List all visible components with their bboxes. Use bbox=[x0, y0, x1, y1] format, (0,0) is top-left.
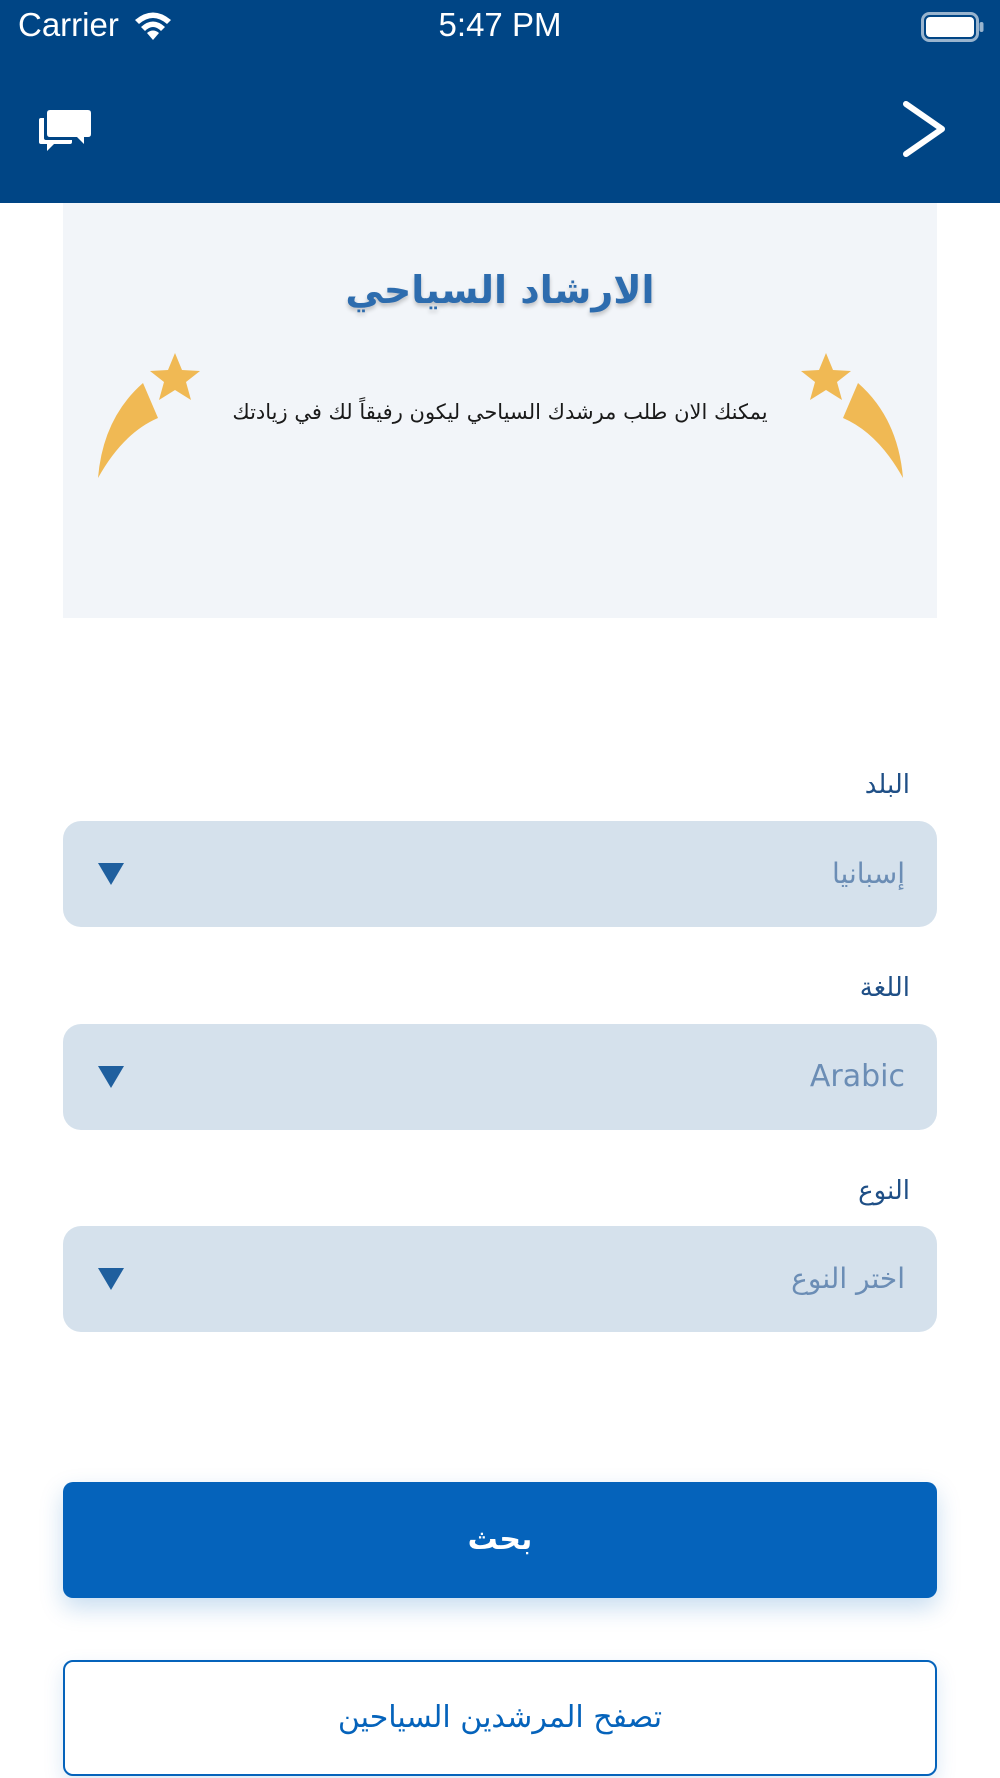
dropdown-arrow-icon bbox=[96, 1064, 126, 1090]
info-banner bbox=[63, 203, 937, 618]
banner-subtitle: يمكنك الان طلب مرشدك السياحي ليكون رفيقاً لك في زيادتك bbox=[232, 400, 768, 424]
language-label: اللغة bbox=[859, 973, 910, 1003]
banner-title: الارشاد السياحي bbox=[345, 268, 655, 312]
language-select[interactable] bbox=[63, 1024, 937, 1130]
shooting-star-left-icon bbox=[93, 343, 208, 483]
app-header bbox=[0, 0, 1000, 203]
status-time: 5:47 PM bbox=[438, 6, 562, 43]
browse-guides-button[interactable]: تصفح المرشدين السياحين bbox=[63, 1660, 937, 1776]
chat-bubbles-icon[interactable] bbox=[38, 106, 92, 152]
dropdown-arrow-icon bbox=[96, 861, 126, 887]
search-button[interactable]: بحث bbox=[63, 1482, 937, 1598]
chevron-right-icon[interactable] bbox=[900, 100, 948, 158]
status-carrier: Carrier bbox=[18, 6, 119, 43]
shooting-star-right-icon bbox=[793, 343, 908, 483]
language-value: Arabic bbox=[809, 1059, 905, 1094]
country-select[interactable] bbox=[63, 821, 937, 927]
type-label: النوع bbox=[858, 1176, 910, 1206]
type-select[interactable] bbox=[63, 1226, 937, 1332]
country-value: إسبانيا bbox=[832, 857, 905, 890]
battery-icon bbox=[921, 12, 985, 42]
dropdown-arrow-icon bbox=[96, 1266, 126, 1292]
type-placeholder: اختر النوع bbox=[791, 1262, 905, 1295]
country-label: البلد bbox=[864, 770, 910, 800]
